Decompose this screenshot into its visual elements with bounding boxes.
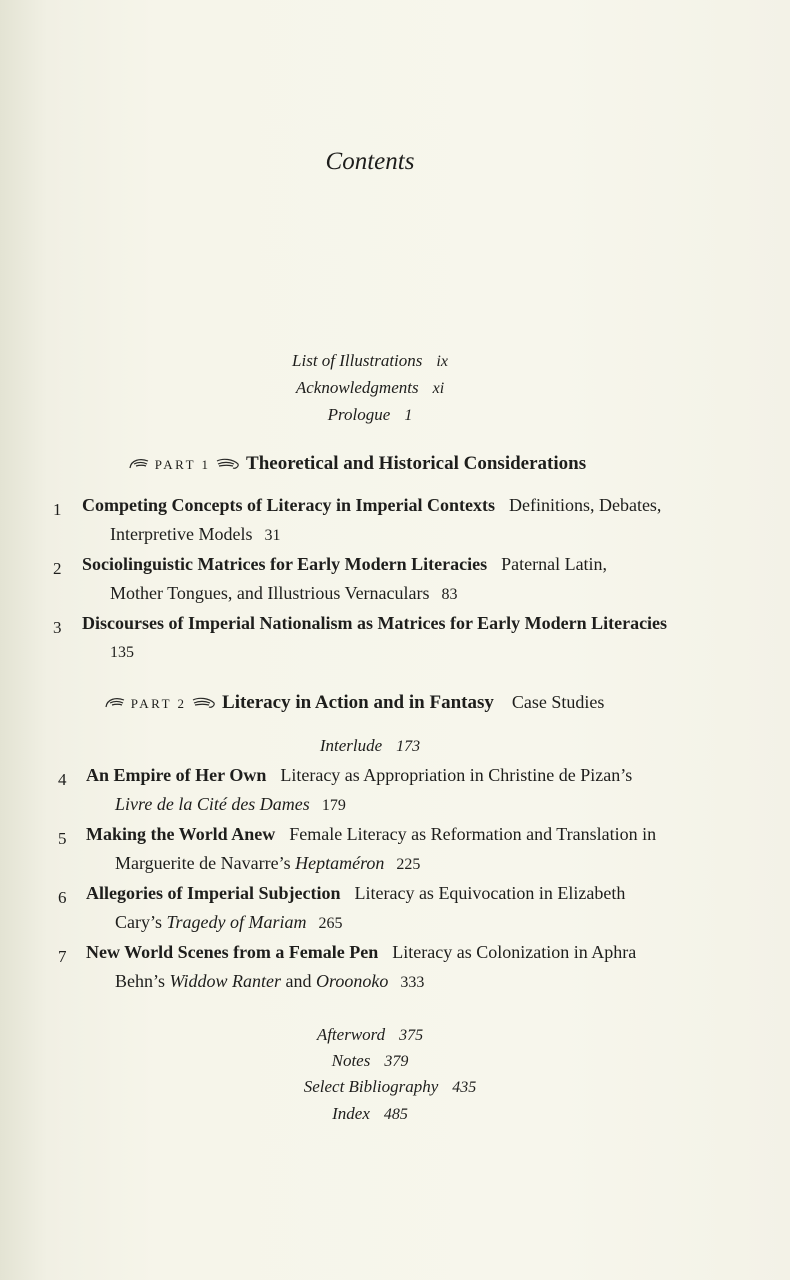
chapter-work-title: Livre de la Cité des Dames bbox=[115, 794, 310, 814]
chapter-title: Sociolinguistic Matrices for Early Modern Literacies bbox=[82, 554, 488, 574]
front-matter-entry bbox=[0, 351, 740, 371]
chapter-line bbox=[86, 765, 632, 786]
part-2-heading bbox=[104, 692, 604, 715]
back-matter-entry bbox=[0, 1051, 740, 1071]
chapter-line bbox=[110, 524, 280, 545]
part-title: Theoretical and Historical Considerations bbox=[246, 453, 587, 474]
chapter-line bbox=[82, 495, 661, 516]
chapter-title: New World Scenes from a Female Pen bbox=[86, 942, 379, 962]
ornament-right-icon bbox=[215, 454, 241, 476]
chapter-number: 1 bbox=[53, 500, 62, 519]
chapter-subtitle-cont: Marguerite de Navarre’s bbox=[115, 853, 291, 873]
interlude-entry bbox=[0, 736, 740, 756]
part-subtitle: Case Studies bbox=[511, 692, 605, 712]
chapter-title: Competing Concepts of Literacy in Imperial Contexts bbox=[82, 495, 495, 515]
entry-label: Prologue bbox=[327, 405, 391, 424]
entry-label: List of Illustrations bbox=[292, 351, 423, 370]
chapter-number: 7 bbox=[58, 947, 67, 966]
chapter-number: 4 bbox=[58, 770, 67, 789]
chapter-number: 6 bbox=[58, 888, 67, 907]
chapter-number: 2 bbox=[53, 559, 62, 578]
front-matter-entry bbox=[0, 378, 740, 398]
chapter-line bbox=[110, 583, 458, 604]
chapter-subtitle-cont: and bbox=[285, 971, 312, 991]
chapter-line bbox=[115, 794, 346, 815]
chapter-page: 135 bbox=[110, 644, 134, 661]
chapter-title: Discourses of Imperial Nationalism as Matrices for Early Modern Literacies bbox=[82, 613, 668, 633]
chapter-page: 83 bbox=[441, 586, 458, 603]
chapter-line bbox=[115, 912, 343, 933]
chapter-subtitle: Literacy as Appropriation in Christine de Pizan’s bbox=[280, 765, 633, 785]
entry-label: Index bbox=[332, 1104, 370, 1123]
entry-page: ix bbox=[436, 353, 448, 370]
chapter-title: Making the World Anew bbox=[86, 824, 276, 844]
entry-page: 1 bbox=[404, 407, 413, 424]
entry-page: 173 bbox=[396, 738, 421, 755]
part-1-heading bbox=[128, 453, 586, 476]
page-title: Contents bbox=[325, 148, 415, 175]
entry-label: Afterword bbox=[316, 1025, 386, 1044]
part-title: Literacy in Action and in Fantasy bbox=[222, 692, 494, 713]
chapter-work-title: Widdow Ranter bbox=[169, 971, 282, 991]
entry-label: Notes bbox=[331, 1051, 371, 1070]
chapter-page: 179 bbox=[321, 797, 346, 814]
chapter-number: 5 bbox=[58, 829, 67, 848]
chapter-subtitle: Literacy as Equivocation in Elizabeth bbox=[354, 883, 626, 903]
chapter-line bbox=[86, 883, 625, 904]
chapter-subtitle: Literacy as Colonization in Aphra bbox=[392, 942, 637, 962]
part-label: PART 1 bbox=[154, 457, 211, 472]
chapter-subtitle-cont: Mother Tongues, and Illustrious Vernaculars bbox=[110, 583, 430, 603]
entry-page: xi bbox=[432, 380, 445, 397]
back-matter-entry bbox=[0, 1025, 740, 1045]
part-label: PART 2 bbox=[130, 696, 187, 711]
back-matter-entry bbox=[20, 1077, 760, 1097]
chapter-subtitle: Definitions, Debates, bbox=[508, 495, 662, 515]
chapter-page: 265 bbox=[318, 915, 343, 932]
back-matter-entry bbox=[0, 1104, 740, 1124]
chapter-work-title: Tragedy of Mariam bbox=[166, 912, 307, 932]
chapter-subtitle-cont: Interpretive Models bbox=[110, 524, 253, 544]
chapter-line bbox=[82, 613, 667, 634]
ornament-left-icon bbox=[104, 693, 126, 715]
ornament-left-icon bbox=[128, 454, 150, 476]
chapter-work-title: Heptaméron bbox=[295, 853, 385, 873]
entry-label: Interlude bbox=[319, 736, 383, 755]
chapter-subtitle: Female Literacy as Reformation and Translation in bbox=[289, 824, 657, 844]
chapter-line bbox=[86, 824, 656, 845]
chapter-title: An Empire of Her Own bbox=[86, 765, 267, 785]
entry-page: 435 bbox=[452, 1079, 477, 1096]
chapter-number: 3 bbox=[53, 618, 62, 637]
chapter-subtitle: Paternal Latin, bbox=[501, 554, 608, 574]
chapter-page: 225 bbox=[396, 856, 421, 873]
chapter-line bbox=[86, 942, 636, 963]
chapter-page: 333 bbox=[400, 974, 425, 991]
ornament-right-icon bbox=[191, 693, 217, 715]
entry-label: Acknowledgments bbox=[295, 378, 419, 397]
entry-label: Select Bibliography bbox=[303, 1077, 439, 1096]
chapter-work-title: Oroonoko bbox=[316, 971, 389, 991]
entry-page: 485 bbox=[383, 1106, 408, 1123]
chapter-line bbox=[115, 971, 424, 992]
chapter-line bbox=[115, 853, 420, 874]
chapter-title: Allegories of Imperial Subjection bbox=[86, 883, 341, 903]
chapter-subtitle-cont: Cary’s bbox=[115, 912, 162, 932]
chapter-page: 31 bbox=[264, 527, 281, 544]
chapter-line bbox=[82, 554, 607, 575]
chapter-subtitle-cont: Behn’s bbox=[115, 971, 166, 991]
entry-page: 379 bbox=[384, 1053, 409, 1070]
entry-page: 375 bbox=[399, 1027, 424, 1044]
front-matter-entry bbox=[0, 405, 740, 425]
